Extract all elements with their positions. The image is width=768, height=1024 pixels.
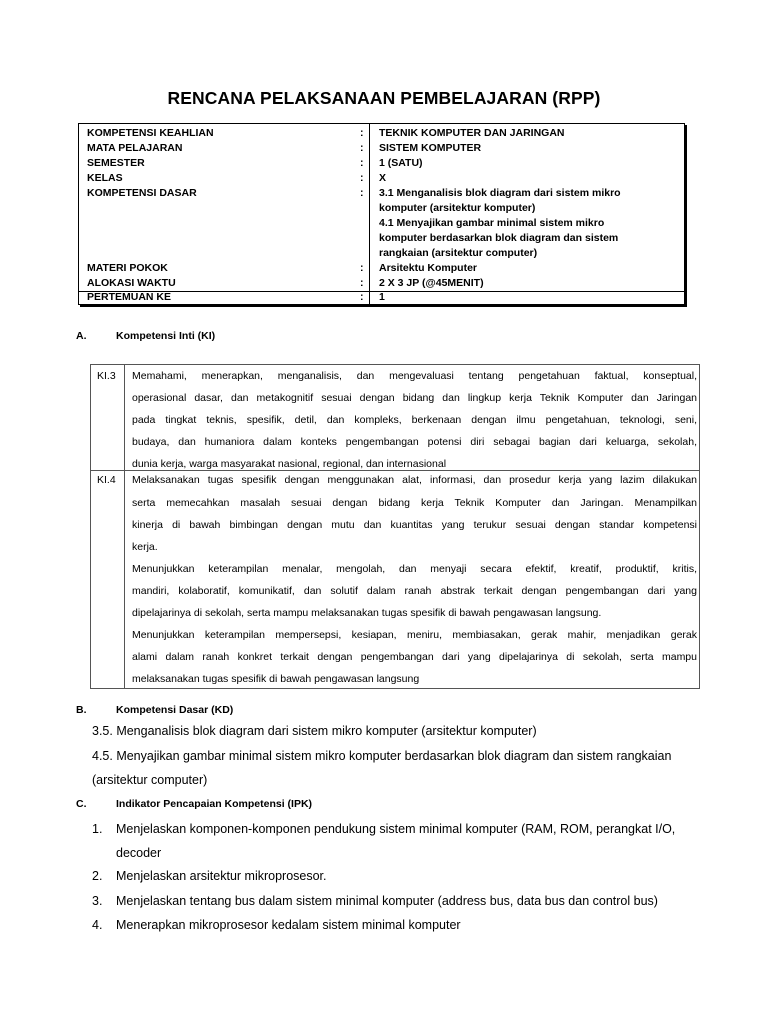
ki-line: serta memecahkan masalah sesuai dengan bidang kerja Teknik Komputer dan Jaringan. Menampilkan bbox=[132, 497, 697, 509]
table-divider bbox=[369, 124, 370, 304]
info-colon: : bbox=[360, 262, 364, 274]
ipk-text: Menerapkan mikroprosesor kedalam sistem minimal komputer bbox=[116, 918, 461, 932]
section-letter: B. bbox=[76, 704, 87, 716]
ki-line: operasional dasar, dan metakognitif sesuai dengan bidang dan lingkup kerja Teknik Komputer dan Jaringan bbox=[132, 392, 697, 404]
ki-line: Melaksanakan tugas spesifik dengan menggunakan alat, informasi, dan prosedur kerja yang lazim dilakukan bbox=[132, 474, 697, 486]
info-label: KOMPETENSI KEAHLIAN bbox=[87, 127, 214, 139]
section-letter: A. bbox=[76, 330, 87, 342]
info-value: X bbox=[379, 172, 387, 184]
ki-code: KI.3 bbox=[97, 370, 116, 382]
kd-item: 3.5. Menganalisis blok diagram dari sistem mikro komputer (arsitektur komputer) bbox=[92, 724, 537, 738]
ipk-number: 2. bbox=[92, 869, 103, 883]
section-b-heading bbox=[76, 704, 376, 720]
ki-line: dipelajarinya di sekolah, serta mampu melaksanakan tugas spesifik di bawah pengawasan langsung. bbox=[132, 607, 602, 619]
ipk-number: 4. bbox=[92, 918, 103, 932]
kd-item: (arsitektur computer) bbox=[92, 773, 208, 787]
ki-line: kerja. bbox=[132, 541, 158, 553]
info-value-kd bbox=[379, 186, 669, 261]
ipk-text: Menjelaskan tentang bus dalam sistem minimal komputer (address bus, data bus dan control bus) bbox=[116, 894, 658, 908]
info-value: SISTEM KOMPUTER bbox=[379, 142, 482, 154]
ki-line: budaya, dan humaniora dalam konteks pengembangan potensi diri sebagai bagian dari keluarga, sekolah, bbox=[132, 436, 697, 448]
info-colon: : bbox=[360, 142, 364, 154]
info-colon: : bbox=[360, 291, 364, 303]
table-divider bbox=[124, 365, 125, 688]
kd-item: 4.5. Menyajikan gambar minimal sistem mikro komputer berdasarkan blok diagram dan sistem rangkaian bbox=[92, 749, 672, 763]
info-colon: : bbox=[360, 187, 364, 199]
ipk-text: decoder bbox=[116, 846, 162, 860]
info-value: Arsitektu Komputer bbox=[379, 262, 478, 274]
ki-table bbox=[90, 364, 700, 689]
info-value: TEKNIK KOMPUTER DAN JARINGAN bbox=[379, 127, 565, 139]
info-label: PERTEMUAN KE bbox=[87, 291, 172, 303]
info-label: MATA PELAJARAN bbox=[87, 142, 183, 154]
ki-line: pada tingkat teknis, spesifik, detil, dan kompleks, berkenaan dengan ilmu pengetahuan, teknologi, seni, bbox=[132, 414, 697, 426]
ki-line: Menunjukkan keterampilan mempersepsi, kesiapan, meniru, membiasakan, gerak mahir, menjadikan gerak bbox=[132, 629, 697, 641]
section-c-heading bbox=[76, 798, 476, 814]
ipk-text: Menjelaskan arsitektur mikroprosesor. bbox=[116, 869, 327, 883]
kd-line: komputer (arsitektur komputer) bbox=[379, 202, 536, 214]
info-colon: : bbox=[360, 157, 364, 169]
ipk-item bbox=[92, 918, 732, 936]
section-letter: C. bbox=[76, 798, 87, 810]
kd-line: komputer berdasarkan blok diagram dan sistem bbox=[379, 232, 619, 244]
ipk-number: 3. bbox=[92, 894, 103, 908]
ki-line: alami dalam ranah konkret terkait dengan pengembangan dari yang dipelajarinya di sekolah, serta mampu bbox=[132, 651, 697, 663]
info-value: 1 (SATU) bbox=[379, 157, 423, 169]
info-label: KELAS bbox=[87, 172, 123, 184]
document-title: RENCANA PELAKSANAAN PEMBELAJARAN (RPP) bbox=[167, 88, 601, 108]
info-table bbox=[78, 123, 685, 305]
ipk-item bbox=[92, 822, 732, 866]
ipk-item bbox=[92, 869, 732, 887]
kd-line: 4.1 Menyajikan gambar minimal sistem mikro bbox=[379, 217, 605, 229]
info-label: SEMESTER bbox=[87, 157, 145, 169]
ki-line: kinerja di bawah bimbingan dengan mutu dan kuantitas yang terukur sesuai dengan standar kompetensi bbox=[132, 519, 697, 531]
info-colon: : bbox=[360, 172, 364, 184]
section-title: Kompetensi Inti (KI) bbox=[116, 330, 216, 342]
ki-line: melaksanakan tugas spesifik di bawah pengawasan langsung bbox=[132, 673, 420, 685]
info-colon: : bbox=[360, 127, 364, 139]
ipk-item bbox=[92, 894, 732, 912]
kd-line: 3.1 Menganalisis blok diagram dari sistem mikro bbox=[379, 187, 621, 199]
kd-line: rangkaian (arsitektur computer) bbox=[379, 247, 538, 259]
info-label: ALOKASI WAKTU bbox=[87, 277, 176, 289]
section-a-heading bbox=[76, 330, 376, 346]
section-title: Indikator Pencapaian Kompetensi (IPK) bbox=[116, 798, 313, 810]
info-value: 2 X 3 JP (@45MENIT) bbox=[379, 277, 484, 289]
info-colon: : bbox=[360, 277, 364, 289]
ki-code: KI.4 bbox=[97, 474, 116, 486]
section-title: Kompetensi Dasar (KD) bbox=[116, 704, 234, 716]
ki-line: mandiri, kolaboratif, komunikatif, dan solutif dalam ranah abstrak terkait dengan pengembangan dari yang bbox=[132, 585, 697, 597]
info-value: 1 bbox=[379, 291, 385, 303]
ipk-number: 1. bbox=[92, 822, 103, 836]
info-label: KOMPETENSI DASAR bbox=[87, 187, 197, 199]
ipk-text: Menjelaskan komponen-komponen pendukung sistem minimal komputer (RAM, ROM, perangkat I/O, bbox=[116, 822, 676, 836]
ki-line: Memahami, menerapkan, menganalisis, dan mengevaluasi tentang pengetahuan faktual, konseptual, bbox=[132, 370, 697, 382]
ki-line: dunia kerja, warga masyarakat nasional, regional, dan internasional bbox=[132, 458, 447, 470]
ki-line: Menunjukkan keterampilan menalar, mengolah, dan menyaji secara efektif, kreatif, produktif, kritis, bbox=[132, 563, 697, 575]
info-label: MATERI POKOK bbox=[87, 262, 168, 274]
